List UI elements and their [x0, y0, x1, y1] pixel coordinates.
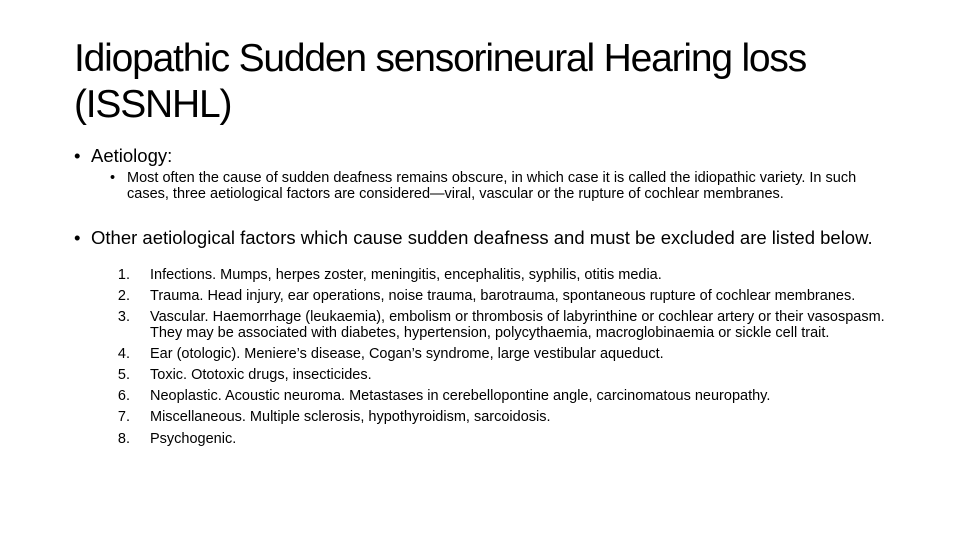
- list-item-text: Toxic. Ototoxic drugs, insecticides.: [150, 367, 372, 384]
- list-number: 3.: [117, 309, 130, 326]
- list-number: 4.: [117, 345, 130, 362]
- list-number: 5.: [117, 367, 130, 384]
- list-item-text: Ear (otologic). Meniere’s disease, Cogan’s syndrome, large vestibular aqueduct.: [150, 345, 664, 362]
- list-number: 2.: [117, 288, 130, 305]
- list-item-text: Vascular. Haemorrhage (leukaemia), embolism or thrombosis of labyrinthine or cochlear artery or their vasospasm. They may be associated with diabetes, hypertension, polycythaemia, macroglobinaemia or sickle cell trait.: [150, 309, 885, 341]
- bullet-text: Aetiology:: [91, 145, 173, 166]
- sub-bullet-idiopathic: [110, 170, 890, 202]
- list-number: 6.: [117, 388, 130, 405]
- bullet-marker: •: [74, 145, 81, 166]
- bullet-marker: •: [74, 227, 81, 248]
- bullet-text: Other aetiological factors which cause sudden deafness and must be excluded are listed below.: [91, 227, 873, 248]
- list-item: [100, 410, 890, 425]
- list-number: 7.: [117, 409, 130, 426]
- list-item: [100, 432, 890, 447]
- list-item: [100, 347, 890, 362]
- list-item: [100, 389, 890, 404]
- sub-bullet-text: Most often the cause of sudden deafness remains obscure, in which case it is called the idiopathic variety. In such cases, three aetiological factors are considered—viral, vascular or the rupture of cochlear membranes.: [127, 170, 857, 202]
- list-item-text: Miscellaneous. Multiple sclerosis, hypothyroidism, sarcoidosis.: [150, 409, 551, 426]
- list-number: 8.: [117, 430, 130, 447]
- list-item-text: Infections. Mumps, herpes zoster, meningitis, encephalitis, syphilis, otitis media.: [150, 267, 662, 283]
- list-item-text: Psychogenic.: [150, 430, 237, 447]
- list-number: 1.: [117, 267, 130, 283]
- slide-title: Idiopathic Sudden sensorineural Hearing loss (ISSNHL): [74, 37, 807, 126]
- aetiology-list: [100, 268, 890, 453]
- list-item-text: Trauma. Head injury, ear operations, noise trauma, barotrauma, spontaneous rupture of cochlear membranes.: [150, 288, 856, 305]
- bullet-aetiology: [74, 146, 894, 165]
- list-item: [100, 368, 890, 383]
- list-item-text: Neoplastic. Acoustic neuroma. Metastases in cerebellopontine angle, carcinomatous neuropathy.: [150, 388, 771, 405]
- list-item: [100, 268, 890, 283]
- sub-bullet-marker: •: [110, 170, 116, 186]
- list-item: [100, 310, 890, 340]
- list-item: [100, 289, 890, 304]
- bullet-other-factors: [74, 228, 894, 247]
